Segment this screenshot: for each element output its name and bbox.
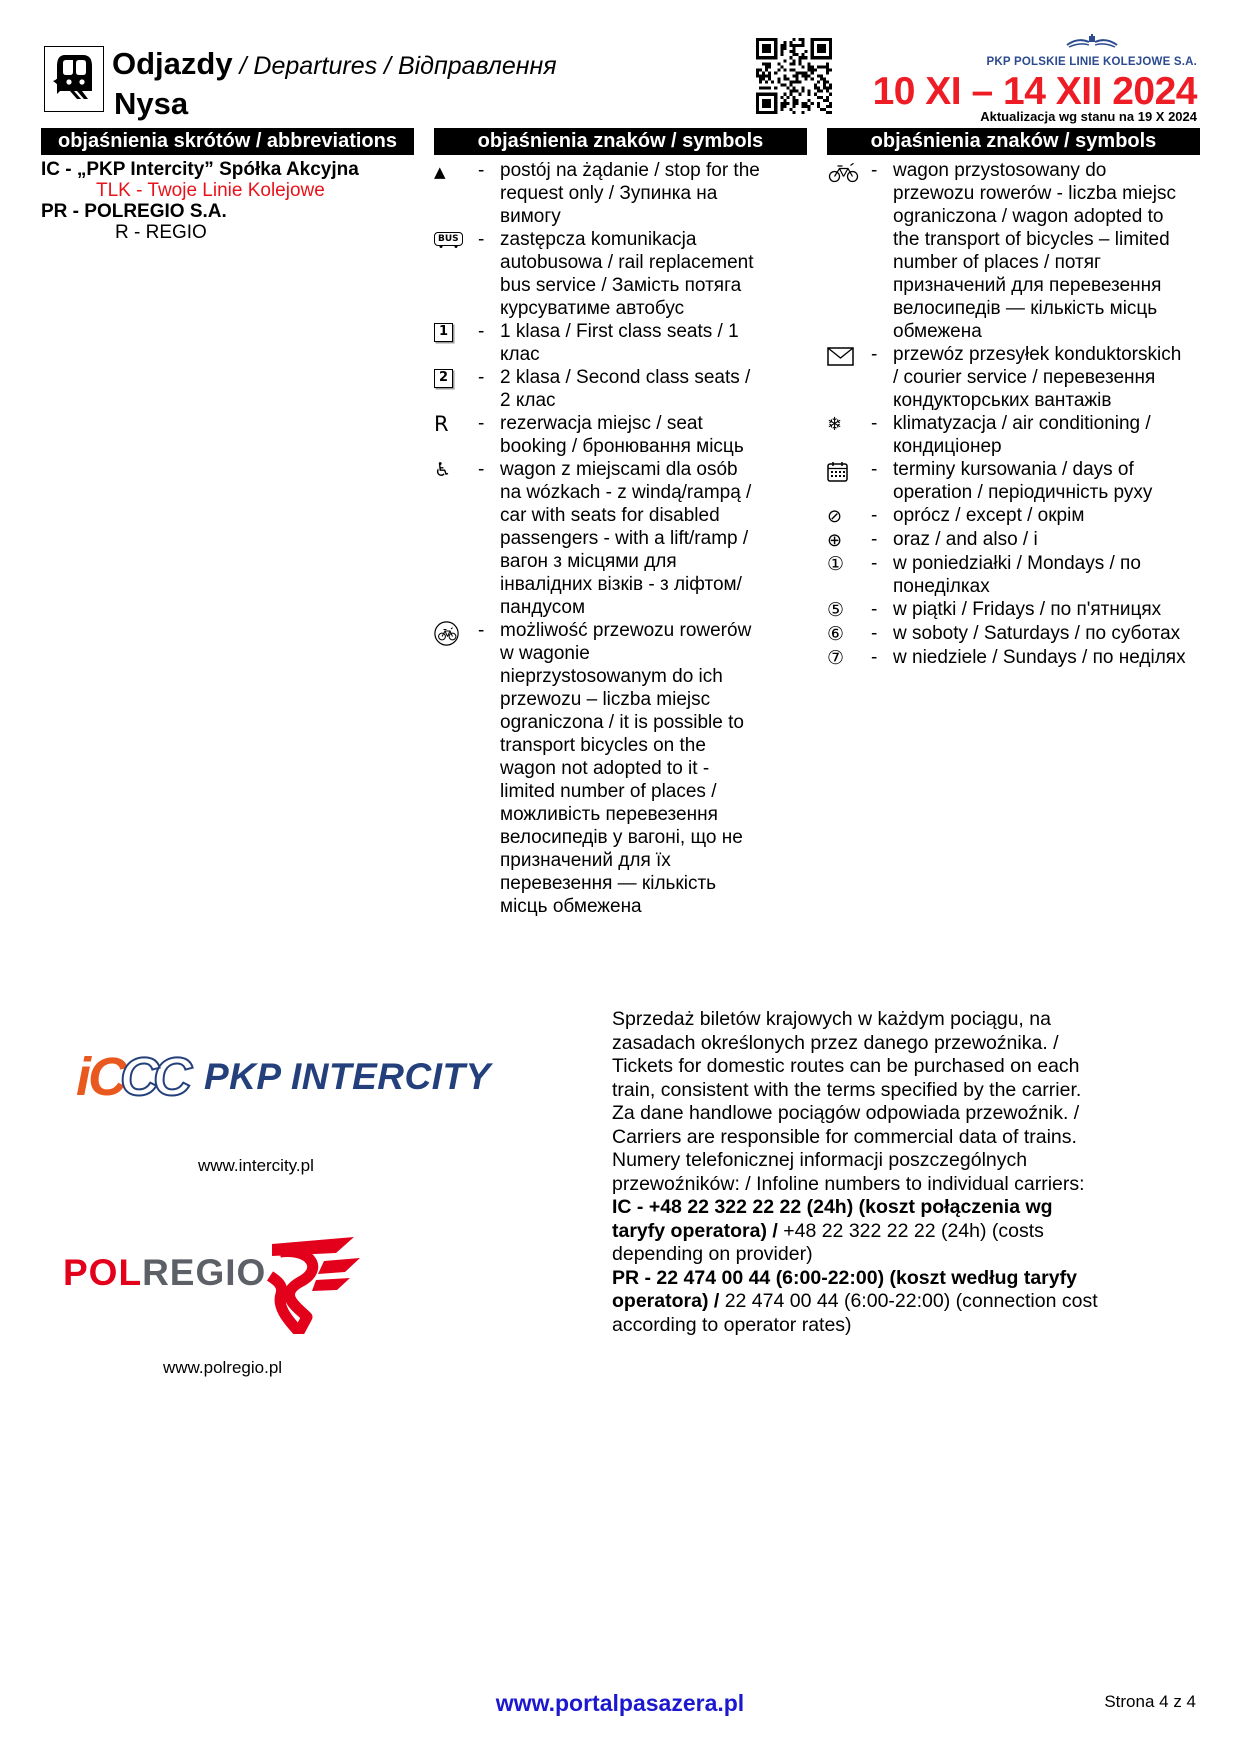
info-ticket-sales: Sprzedaż biletów krajowych w każdym pociągu, na zasadach określonych przez danego przewoźnika. / Tickets for domestic routes can be purchased on each train, consistent with the terms specified by the carrier.	[612, 1008, 1082, 1101]
dash: -	[478, 321, 485, 342]
symbol-text: w soboty / Saturdays / по суботах	[893, 623, 1181, 644]
symbol-text: wagon przystosowany do przewozu rowerów - liczba miejsc ograniczona / wagon adopted to the transport of bicycles – limited number of places / потяг призначений для перевезення велосипедів — кількість місць обмежена	[893, 160, 1176, 342]
symbol-text: oraz / and also / i	[893, 529, 1038, 550]
train-logo-box	[44, 46, 104, 112]
symbol-text: możliwość przewozu rowerów w wagonie nieprzystosowanym do ich przewozu – liczba miejsc ograniczona / it is possible to transport bicycles on the wagon not adopted to it - limited number of places / можливість перевезення велосипедів у вагоні, що не призначений для їх перевезення — кількість місць обмежена	[500, 620, 752, 917]
bicycle-circled-icon	[434, 619, 478, 646]
page-title	[112, 46, 557, 82]
station-name: Nysa	[114, 86, 189, 121]
polregio-url-link[interactable]: www.polregio.pl	[163, 1358, 283, 1377]
pr-phone-rest: 22 474 00 44 (6:00-22:00) (connection cost according to operator rates)	[612, 1290, 1098, 1336]
symbol-row-bus	[434, 228, 807, 320]
bicycle-wagon-icon	[827, 159, 871, 183]
dash: -	[871, 344, 878, 365]
symbol-text: wagon z miejscami dla osób na wózkach - z windą/rampą / car with seats for disabled passengers - with a lift/ramp / вагон з місцями для інвалідних візків - з ліфтом/пандусом	[500, 459, 752, 618]
info-ic-phone	[612, 1196, 1100, 1267]
dash: -	[478, 459, 485, 480]
update-note: Aktualizacja wg stanu na 19 X 2024	[980, 109, 1197, 124]
dash: -	[871, 623, 878, 644]
dash: -	[871, 413, 878, 434]
dash: -	[871, 459, 878, 480]
symbol-text: przewóz przesyłek konduktorskich / courier service / перевезення кондукторських вантажів	[893, 344, 1182, 411]
envelope-icon	[827, 343, 871, 366]
symbol-row-fridays	[827, 598, 1200, 622]
dash: -	[478, 620, 485, 641]
timetable-date-range: 10 XI – 14 XII 2024	[872, 70, 1197, 113]
circled-1-icon: ①	[827, 553, 845, 575]
dash: -	[478, 160, 485, 181]
symbol-text: 2 klasa / Second class seats / 2 клас	[500, 367, 751, 411]
dash: -	[871, 553, 878, 574]
symbol-row-days-of-operation	[827, 458, 1200, 504]
train-icon	[51, 51, 97, 108]
polregio-bird-mark-icon	[242, 1236, 360, 1339]
abbr-pr: PR - POLREGIO S.A.	[41, 201, 227, 222]
symbol-row-and-also	[827, 528, 1200, 552]
ic-phone-rest: +48 22 322 22 22 (24h) (costs depending on provider)	[612, 1219, 1044, 1265]
symbol-row-bicycle-limited	[434, 619, 807, 918]
plk-company-name: PKP POLSKIE LINIE KOLEJOWE S.A.	[986, 56, 1197, 68]
symbol-text: terminy kursowania / days of operation / періодичність руху	[893, 459, 1153, 503]
abbreviations-header: objaśnienia skrótów / abbreviations	[41, 128, 414, 155]
ticket-info-block	[612, 1008, 1100, 1337]
symbol-row-request-stop	[434, 159, 807, 228]
dash: -	[871, 529, 878, 550]
request-stop-triangle-icon: ▲	[434, 163, 446, 181]
symbols-header-2: objaśnienia znaków / symbols	[827, 128, 1200, 155]
symbol-text: postój na żądanie / stop for the request only / Зупинка на вимогу	[500, 160, 760, 227]
circled-6-icon: ⑥	[827, 623, 845, 645]
dash: -	[478, 367, 485, 388]
dash: -	[478, 413, 485, 434]
symbol-row-courier	[827, 343, 1200, 412]
intercity-cc-ghost: CC	[120, 1047, 186, 1107]
bus-icon: BUS	[434, 232, 463, 246]
symbol-text: w niedziele / Sundays / по неділях	[893, 647, 1186, 668]
dash: -	[478, 229, 485, 250]
page-indicator: Strona 4 z 4	[1104, 1692, 1196, 1711]
symbol-row-wheelchair	[434, 458, 807, 619]
dash: -	[871, 599, 878, 620]
polregio-pol: POL	[63, 1252, 143, 1293]
symbol-row-first-class	[434, 320, 807, 366]
calendar-icon	[827, 458, 871, 482]
second-class-icon: 2	[434, 369, 453, 388]
symbol-text: klimatyzacja / air conditioning / кондиціонер	[893, 413, 1151, 457]
symbol-text: rezerwacja miejsc / seat booking / бронювання місць	[500, 413, 744, 457]
polregio-regio: REGIO	[142, 1252, 267, 1293]
symbol-row-second-class	[434, 366, 807, 412]
dash: -	[871, 160, 878, 181]
symbol-text: 1 klasa / First class seats / 1 клас	[500, 321, 739, 365]
intercity-wordmark: PKP INTERCITY	[204, 1056, 491, 1097]
first-class-icon: 1	[434, 323, 453, 342]
plk-logo-block	[987, 33, 1197, 68]
abbreviations-column	[41, 128, 414, 243]
info-pr-phone	[612, 1267, 1100, 1338]
abbr-tlk: TLK - Twoje Linie Kolejowe	[96, 180, 325, 201]
intercity-url-link[interactable]: www.intercity.pl	[198, 1156, 314, 1175]
symbols-column-1	[434, 128, 807, 918]
wheelchair-icon: ♿	[434, 459, 452, 481]
intercity-ic-mark: iC	[76, 1047, 124, 1107]
symbol-text: w poniedziałki / Mondays / по понеділках	[893, 553, 1141, 597]
snowflake-icon: ❄	[827, 414, 843, 435]
portalpasazera-link[interactable]: www.portalpasazera.pl	[495, 1690, 745, 1716]
pkp-intercity-logo	[76, 1046, 491, 1108]
symbol-row-air-conditioning	[827, 412, 1200, 458]
title-translations: / Departures / Відправлення	[232, 52, 557, 80]
info-infoline-intro: Numery telefonicznej informacji poszczególnych przewoźników: / Infoline numbers to individual carriers:	[612, 1149, 1085, 1195]
except-circle-slash-icon: ⊘	[827, 506, 843, 527]
pr-phone-bold: PR - 22 474 00 44 (6:00-22:00) (koszt według taryfy operatora) /	[612, 1266, 1077, 1312]
polregio-logo	[63, 1252, 266, 1294]
title-odjazdy: Odjazdy	[112, 46, 233, 81]
dash: -	[871, 647, 878, 668]
info-commercial-data: Za dane handlowe pociągów odpowiada przewoźnik. / Carriers are responsible for commercial data of trains.	[612, 1102, 1080, 1148]
symbols-header-1: objaśnienia znaków / symbols	[434, 128, 807, 155]
symbol-row-saturdays	[827, 622, 1200, 646]
ic-phone-bold: IC - +48 22 322 22 22 (24h) (koszt połączenia wg taryfy operatora) /	[612, 1196, 1053, 1242]
reservation-r-icon: R	[434, 412, 449, 436]
plk-wings-icon	[1065, 33, 1119, 56]
symbol-row-reservation	[434, 412, 807, 458]
symbol-row-bicycle-wagon	[827, 159, 1200, 343]
symbol-row-sundays	[827, 646, 1200, 670]
symbol-text: oprócz / except / окрім	[893, 505, 1085, 526]
symbol-text: zastępcza komunikacja autobusowa / rail replacement bus service / Замість потяга курсуватиме автобус	[500, 229, 754, 319]
circled-5-icon: ⑤	[827, 599, 845, 621]
symbol-text: w piątki / Fridays / по п'ятницях	[893, 599, 1162, 620]
abbr-regio: R - REGIO	[115, 222, 207, 243]
symbol-row-mondays	[827, 552, 1200, 598]
symbols-column-2	[827, 128, 1200, 670]
qr-code	[756, 38, 832, 114]
circled-7-icon: ⑦	[827, 647, 845, 669]
dash: -	[871, 505, 878, 526]
and-also-circle-plus-icon: ⊕	[827, 530, 843, 551]
abbr-ic: IC - „PKP Intercity” Spółka Akcyjna	[41, 159, 359, 180]
symbol-row-except	[827, 504, 1200, 528]
